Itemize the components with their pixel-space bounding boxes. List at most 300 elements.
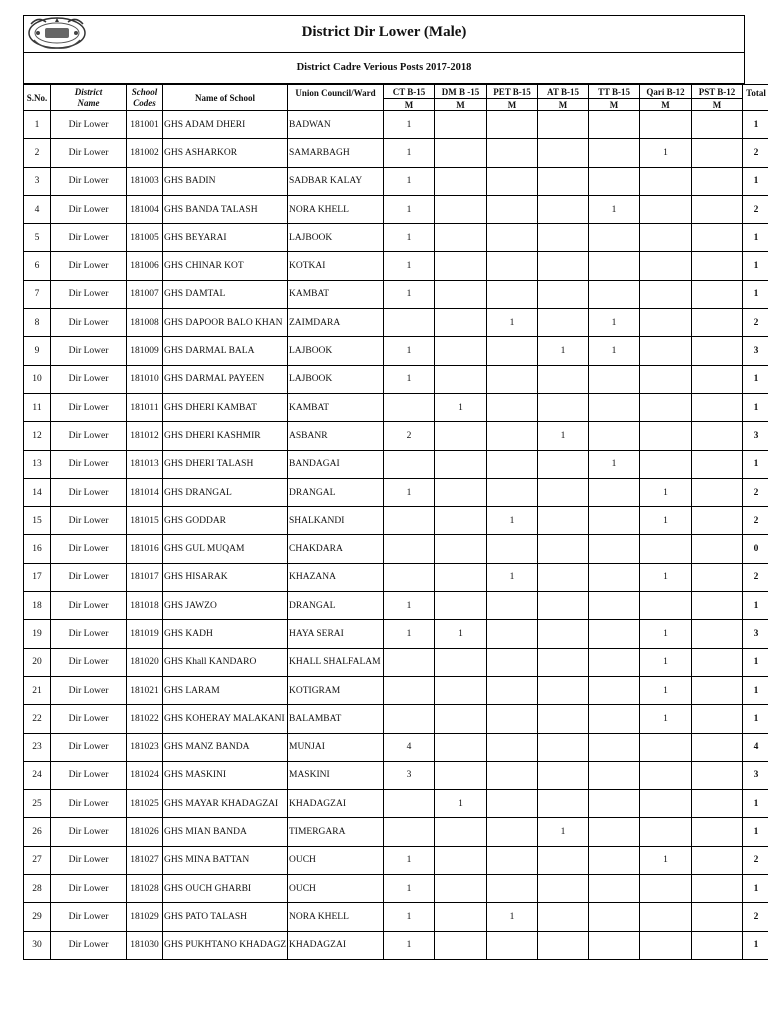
row-school-code: 181003 xyxy=(127,167,163,195)
cell-at: 1 xyxy=(538,818,589,846)
header-row xyxy=(24,85,768,99)
row-union-council: KAMBAT xyxy=(288,280,384,308)
table-row xyxy=(24,761,768,789)
cell-at xyxy=(538,195,589,223)
gender-label: M xyxy=(487,99,538,111)
cell-at xyxy=(538,846,589,874)
row-school-code: 181028 xyxy=(127,875,163,903)
row-sno: 22 xyxy=(24,705,51,733)
gender-label: M xyxy=(640,99,692,111)
cell-qari: 1 xyxy=(640,676,692,704)
cell-pet: 1 xyxy=(487,563,538,591)
row-union-council: ZAIMDARA xyxy=(288,309,384,337)
row-union-council: KHAZANA xyxy=(288,563,384,591)
cell-pst xyxy=(692,478,743,506)
row-total: 1 xyxy=(743,280,768,308)
col-sno: S.No. xyxy=(24,85,51,111)
cell-dm xyxy=(435,761,487,789)
cell-pst xyxy=(692,563,743,591)
row-union-council: LAJBOOK xyxy=(288,337,384,365)
row-total: 3 xyxy=(743,337,768,365)
cell-tt xyxy=(589,422,640,450)
table-row xyxy=(24,507,768,535)
row-school-code: 181002 xyxy=(127,139,163,167)
row-school-name: GHS MAYAR KHADAGZAI xyxy=(163,790,288,818)
cell-pet xyxy=(487,252,538,280)
row-total: 1 xyxy=(743,648,768,676)
row-school-name: GHS GUL MUQAM xyxy=(163,535,288,563)
col-district: District Name xyxy=(51,85,127,111)
table-row xyxy=(24,563,768,591)
table-row xyxy=(24,309,768,337)
cell-at xyxy=(538,365,589,393)
cell-dm: 1 xyxy=(435,620,487,648)
cell-at xyxy=(538,592,589,620)
cell-pst xyxy=(692,620,743,648)
cell-pet xyxy=(487,620,538,648)
row-total: 2 xyxy=(743,139,768,167)
cell-dm xyxy=(435,875,487,903)
row-district: Dir Lower xyxy=(51,365,127,393)
cell-pet: 1 xyxy=(487,309,538,337)
cell-dm xyxy=(435,648,487,676)
row-school-code: 181023 xyxy=(127,733,163,761)
table-row xyxy=(24,903,768,931)
row-district: Dir Lower xyxy=(51,167,127,195)
row-district: Dir Lower xyxy=(51,111,127,139)
cell-pet: 1 xyxy=(487,507,538,535)
cell-tt: 1 xyxy=(589,337,640,365)
table-row xyxy=(24,620,768,648)
row-district: Dir Lower xyxy=(51,790,127,818)
cell-dm xyxy=(435,705,487,733)
row-total: 1 xyxy=(743,790,768,818)
cell-at xyxy=(538,111,589,139)
row-total: 1 xyxy=(743,365,768,393)
cell-dm xyxy=(435,563,487,591)
cell-qari xyxy=(640,592,692,620)
row-school-name: GHS CHINAR KOT xyxy=(163,252,288,280)
gender-label: M xyxy=(538,99,589,111)
col-at: AT B-15 xyxy=(538,85,589,99)
cell-pet xyxy=(487,676,538,704)
row-district: Dir Lower xyxy=(51,733,127,761)
cell-at xyxy=(538,563,589,591)
cell-dm xyxy=(435,478,487,506)
cell-tt: 1 xyxy=(589,195,640,223)
cell-pst xyxy=(692,705,743,733)
cell-pet xyxy=(487,167,538,195)
table-row xyxy=(24,592,768,620)
table-row xyxy=(24,648,768,676)
row-sno: 20 xyxy=(24,648,51,676)
table-row xyxy=(24,450,768,478)
cell-pst xyxy=(692,592,743,620)
row-total: 1 xyxy=(743,931,768,959)
cell-qari xyxy=(640,280,692,308)
row-total: 2 xyxy=(743,903,768,931)
table-body xyxy=(24,111,768,960)
cell-tt xyxy=(589,931,640,959)
cell-pst xyxy=(692,393,743,421)
row-district: Dir Lower xyxy=(51,224,127,252)
cell-tt xyxy=(589,365,640,393)
cell-qari xyxy=(640,903,692,931)
cell-at xyxy=(538,875,589,903)
table-row xyxy=(24,111,768,139)
row-union-council: LAJBOOK xyxy=(288,365,384,393)
cell-tt xyxy=(589,875,640,903)
cell-ct xyxy=(384,790,435,818)
cell-qari xyxy=(640,761,692,789)
table-row xyxy=(24,337,768,365)
cell-qari: 1 xyxy=(640,478,692,506)
cell-dm xyxy=(435,195,487,223)
cell-pst xyxy=(692,195,743,223)
cell-tt xyxy=(589,648,640,676)
row-union-council: DRANGAL xyxy=(288,478,384,506)
row-district: Dir Lower xyxy=(51,903,127,931)
report-sheet xyxy=(23,15,766,960)
row-district: Dir Lower xyxy=(51,450,127,478)
cell-pst xyxy=(692,309,743,337)
cell-dm xyxy=(435,507,487,535)
cell-pst xyxy=(692,422,743,450)
cell-qari xyxy=(640,252,692,280)
page-title: District Dir Lower (Male) xyxy=(301,24,467,40)
row-sno: 3 xyxy=(24,167,51,195)
row-district: Dir Lower xyxy=(51,195,127,223)
cell-dm xyxy=(435,535,487,563)
row-union-council: HAYA SERAI xyxy=(288,620,384,648)
row-sno: 6 xyxy=(24,252,51,280)
cell-ct: 1 xyxy=(384,280,435,308)
cell-tt xyxy=(589,761,640,789)
row-school-name: GHS BEYARAI xyxy=(163,224,288,252)
col-school-code: School Codes xyxy=(127,85,163,111)
row-school-name: GHS ASHARKOR xyxy=(163,139,288,167)
row-union-council: KHADAGZAI xyxy=(288,790,384,818)
row-total: 1 xyxy=(743,224,768,252)
row-total: 2 xyxy=(743,309,768,337)
cell-ct xyxy=(384,676,435,704)
row-total: 1 xyxy=(743,111,768,139)
row-sno: 4 xyxy=(24,195,51,223)
cell-ct xyxy=(384,648,435,676)
row-union-council: CHAKDARA xyxy=(288,535,384,563)
row-district: Dir Lower xyxy=(51,705,127,733)
row-school-code: 181007 xyxy=(127,280,163,308)
row-school-name: GHS JAWZO xyxy=(163,592,288,620)
row-school-name: GHS DHERI KASHMIR xyxy=(163,422,288,450)
row-union-council: KHALL SHALFALAM xyxy=(288,648,384,676)
row-union-council: BALAMBAT xyxy=(288,705,384,733)
cell-pet xyxy=(487,280,538,308)
cell-dm xyxy=(435,818,487,846)
cell-qari xyxy=(640,337,692,365)
cell-pet xyxy=(487,195,538,223)
cell-ct: 3 xyxy=(384,761,435,789)
row-school-code: 181016 xyxy=(127,535,163,563)
cell-at xyxy=(538,790,589,818)
cell-at xyxy=(538,676,589,704)
row-school-name: GHS OUCH GHARBI xyxy=(163,875,288,903)
table-row xyxy=(24,478,768,506)
row-total: 3 xyxy=(743,620,768,648)
row-district: Dir Lower xyxy=(51,535,127,563)
row-sno: 15 xyxy=(24,507,51,535)
row-union-council: MUNJAI xyxy=(288,733,384,761)
row-school-code: 181011 xyxy=(127,393,163,421)
row-district: Dir Lower xyxy=(51,422,127,450)
row-school-name: GHS DRANGAL xyxy=(163,478,288,506)
cell-qari: 1 xyxy=(640,705,692,733)
row-sno: 16 xyxy=(24,535,51,563)
cell-ct: 1 xyxy=(384,111,435,139)
posts-table xyxy=(23,84,768,960)
col-tt: TT B-15 xyxy=(589,85,640,99)
cell-qari xyxy=(640,733,692,761)
cell-ct: 4 xyxy=(384,733,435,761)
cell-dm xyxy=(435,592,487,620)
row-school-code: 181013 xyxy=(127,450,163,478)
cell-pet xyxy=(487,733,538,761)
row-district: Dir Lower xyxy=(51,309,127,337)
row-district: Dir Lower xyxy=(51,252,127,280)
cell-qari xyxy=(640,224,692,252)
cell-ct: 2 xyxy=(384,422,435,450)
row-total: 1 xyxy=(743,818,768,846)
row-school-name: GHS MANZ BANDA xyxy=(163,733,288,761)
row-sno: 11 xyxy=(24,393,51,421)
row-total: 1 xyxy=(743,592,768,620)
cell-qari: 1 xyxy=(640,563,692,591)
row-sno: 17 xyxy=(24,563,51,591)
gender-label: M xyxy=(589,99,640,111)
cell-qari xyxy=(640,393,692,421)
row-school-code: 181019 xyxy=(127,620,163,648)
cell-qari xyxy=(640,309,692,337)
cell-qari xyxy=(640,875,692,903)
col-pst: PST B-12 xyxy=(692,85,743,99)
cell-qari xyxy=(640,790,692,818)
cell-dm: 1 xyxy=(435,393,487,421)
row-total: 1 xyxy=(743,875,768,903)
cell-at xyxy=(538,733,589,761)
cell-pet xyxy=(487,535,538,563)
cell-at xyxy=(538,648,589,676)
row-total: 1 xyxy=(743,393,768,421)
col-pet: PET B-15 xyxy=(487,85,538,99)
row-school-code: 181004 xyxy=(127,195,163,223)
cell-pst xyxy=(692,337,743,365)
cell-pet xyxy=(487,931,538,959)
row-union-council: LAJBOOK xyxy=(288,224,384,252)
cell-pst xyxy=(692,535,743,563)
row-union-council: BANDAGAI xyxy=(288,450,384,478)
row-total: 1 xyxy=(743,676,768,704)
cell-at xyxy=(538,903,589,931)
cell-pet xyxy=(487,592,538,620)
gender-label: M xyxy=(384,99,435,111)
row-union-council: ASBANR xyxy=(288,422,384,450)
row-school-code: 181020 xyxy=(127,648,163,676)
row-district: Dir Lower xyxy=(51,478,127,506)
cell-pet xyxy=(487,450,538,478)
row-school-name: GHS MIAN BANDA xyxy=(163,818,288,846)
cell-dm xyxy=(435,309,487,337)
cell-qari: 1 xyxy=(640,139,692,167)
cell-pet xyxy=(487,365,538,393)
row-sno: 7 xyxy=(24,280,51,308)
cell-pet: 1 xyxy=(487,903,538,931)
row-school-name: GHS DARMAL BALA xyxy=(163,337,288,365)
row-school-name: GHS MINA BATTAN xyxy=(163,846,288,874)
row-sno: 5 xyxy=(24,224,51,252)
row-total: 3 xyxy=(743,761,768,789)
col-ct: CT B-15 xyxy=(384,85,435,99)
cell-dm xyxy=(435,252,487,280)
cell-at xyxy=(538,167,589,195)
cell-qari xyxy=(640,365,692,393)
cell-pst xyxy=(692,450,743,478)
row-total: 0 xyxy=(743,535,768,563)
row-sno: 29 xyxy=(24,903,51,931)
cell-pet xyxy=(487,846,538,874)
row-school-name: GHS LARAM xyxy=(163,676,288,704)
cell-ct xyxy=(384,507,435,535)
table-row xyxy=(24,790,768,818)
table-row xyxy=(24,224,768,252)
cell-tt xyxy=(589,393,640,421)
row-union-council: NORA KHELL xyxy=(288,195,384,223)
cell-qari xyxy=(640,167,692,195)
table-row xyxy=(24,535,768,563)
cell-dm xyxy=(435,365,487,393)
row-school-name: GHS GODDAR xyxy=(163,507,288,535)
row-school-name: GHS DHERI TALASH xyxy=(163,450,288,478)
cell-qari xyxy=(640,818,692,846)
cell-ct: 1 xyxy=(384,592,435,620)
cell-at xyxy=(538,620,589,648)
cell-dm xyxy=(435,422,487,450)
cell-ct: 1 xyxy=(384,365,435,393)
row-district: Dir Lower xyxy=(51,393,127,421)
row-school-code: 181024 xyxy=(127,761,163,789)
row-school-name: GHS DARMAL PAYEEN xyxy=(163,365,288,393)
row-union-council: KOTKAI xyxy=(288,252,384,280)
row-total: 1 xyxy=(743,167,768,195)
row-school-name: GHS BANDA TALASH xyxy=(163,195,288,223)
cell-ct xyxy=(384,309,435,337)
row-union-council: SHALKANDI xyxy=(288,507,384,535)
table-row xyxy=(24,393,768,421)
row-school-name: GHS ADAM DHERI xyxy=(163,111,288,139)
row-school-name: GHS KOHERAY MALAKANI xyxy=(163,705,288,733)
cell-tt xyxy=(589,733,640,761)
cell-dm xyxy=(435,280,487,308)
row-union-council: SADBAR KALAY xyxy=(288,167,384,195)
cell-pst xyxy=(692,903,743,931)
row-union-council: OUCH xyxy=(288,875,384,903)
cell-pst xyxy=(692,931,743,959)
cell-at xyxy=(538,705,589,733)
cell-ct: 1 xyxy=(384,875,435,903)
row-school-name: GHS PATO TALASH xyxy=(163,903,288,931)
cell-pst xyxy=(692,761,743,789)
cell-ct: 1 xyxy=(384,478,435,506)
cell-at xyxy=(538,931,589,959)
cell-pst xyxy=(692,167,743,195)
row-district: Dir Lower xyxy=(51,931,127,959)
row-sno: 2 xyxy=(24,139,51,167)
row-school-code: 181027 xyxy=(127,846,163,874)
cell-tt xyxy=(589,280,640,308)
row-school-code: 181005 xyxy=(127,224,163,252)
cell-qari xyxy=(640,450,692,478)
cell-tt xyxy=(589,592,640,620)
cell-tt xyxy=(589,903,640,931)
cell-dm xyxy=(435,676,487,704)
cell-at xyxy=(538,139,589,167)
cell-pst xyxy=(692,111,743,139)
table-row xyxy=(24,167,768,195)
cell-pst xyxy=(692,818,743,846)
cell-pst xyxy=(692,507,743,535)
row-union-council: TIMERGARA xyxy=(288,818,384,846)
row-school-name: GHS KADH xyxy=(163,620,288,648)
cell-dm: 1 xyxy=(435,790,487,818)
col-school-name: Name of School xyxy=(163,85,288,111)
cell-tt xyxy=(589,507,640,535)
row-total: 2 xyxy=(743,478,768,506)
row-sno: 27 xyxy=(24,846,51,874)
cell-qari xyxy=(640,535,692,563)
row-sno: 19 xyxy=(24,620,51,648)
row-district: Dir Lower xyxy=(51,818,127,846)
cell-pst xyxy=(692,733,743,761)
row-district: Dir Lower xyxy=(51,620,127,648)
gender-label: M xyxy=(435,99,487,111)
row-sno: 30 xyxy=(24,931,51,959)
row-district: Dir Lower xyxy=(51,648,127,676)
cell-qari xyxy=(640,111,692,139)
cell-tt: 1 xyxy=(589,450,640,478)
cell-tt xyxy=(589,790,640,818)
row-school-name: GHS DAMTAL xyxy=(163,280,288,308)
table-row xyxy=(24,846,768,874)
row-sno: 1 xyxy=(24,111,51,139)
row-school-code: 181014 xyxy=(127,478,163,506)
cell-ct xyxy=(384,393,435,421)
page-subtitle: District Cadre Verious Posts 2017-2018 xyxy=(23,53,745,84)
cell-at xyxy=(538,280,589,308)
cell-at xyxy=(538,309,589,337)
cell-tt xyxy=(589,139,640,167)
cell-ct xyxy=(384,563,435,591)
cell-pst xyxy=(692,252,743,280)
row-sno: 10 xyxy=(24,365,51,393)
cell-pst xyxy=(692,875,743,903)
cell-at xyxy=(538,450,589,478)
table-row xyxy=(24,365,768,393)
cell-dm xyxy=(435,450,487,478)
cell-ct xyxy=(384,818,435,846)
row-school-name: GHS Khall KANDARO xyxy=(163,648,288,676)
cell-dm xyxy=(435,903,487,931)
row-district: Dir Lower xyxy=(51,139,127,167)
cell-pst xyxy=(692,790,743,818)
